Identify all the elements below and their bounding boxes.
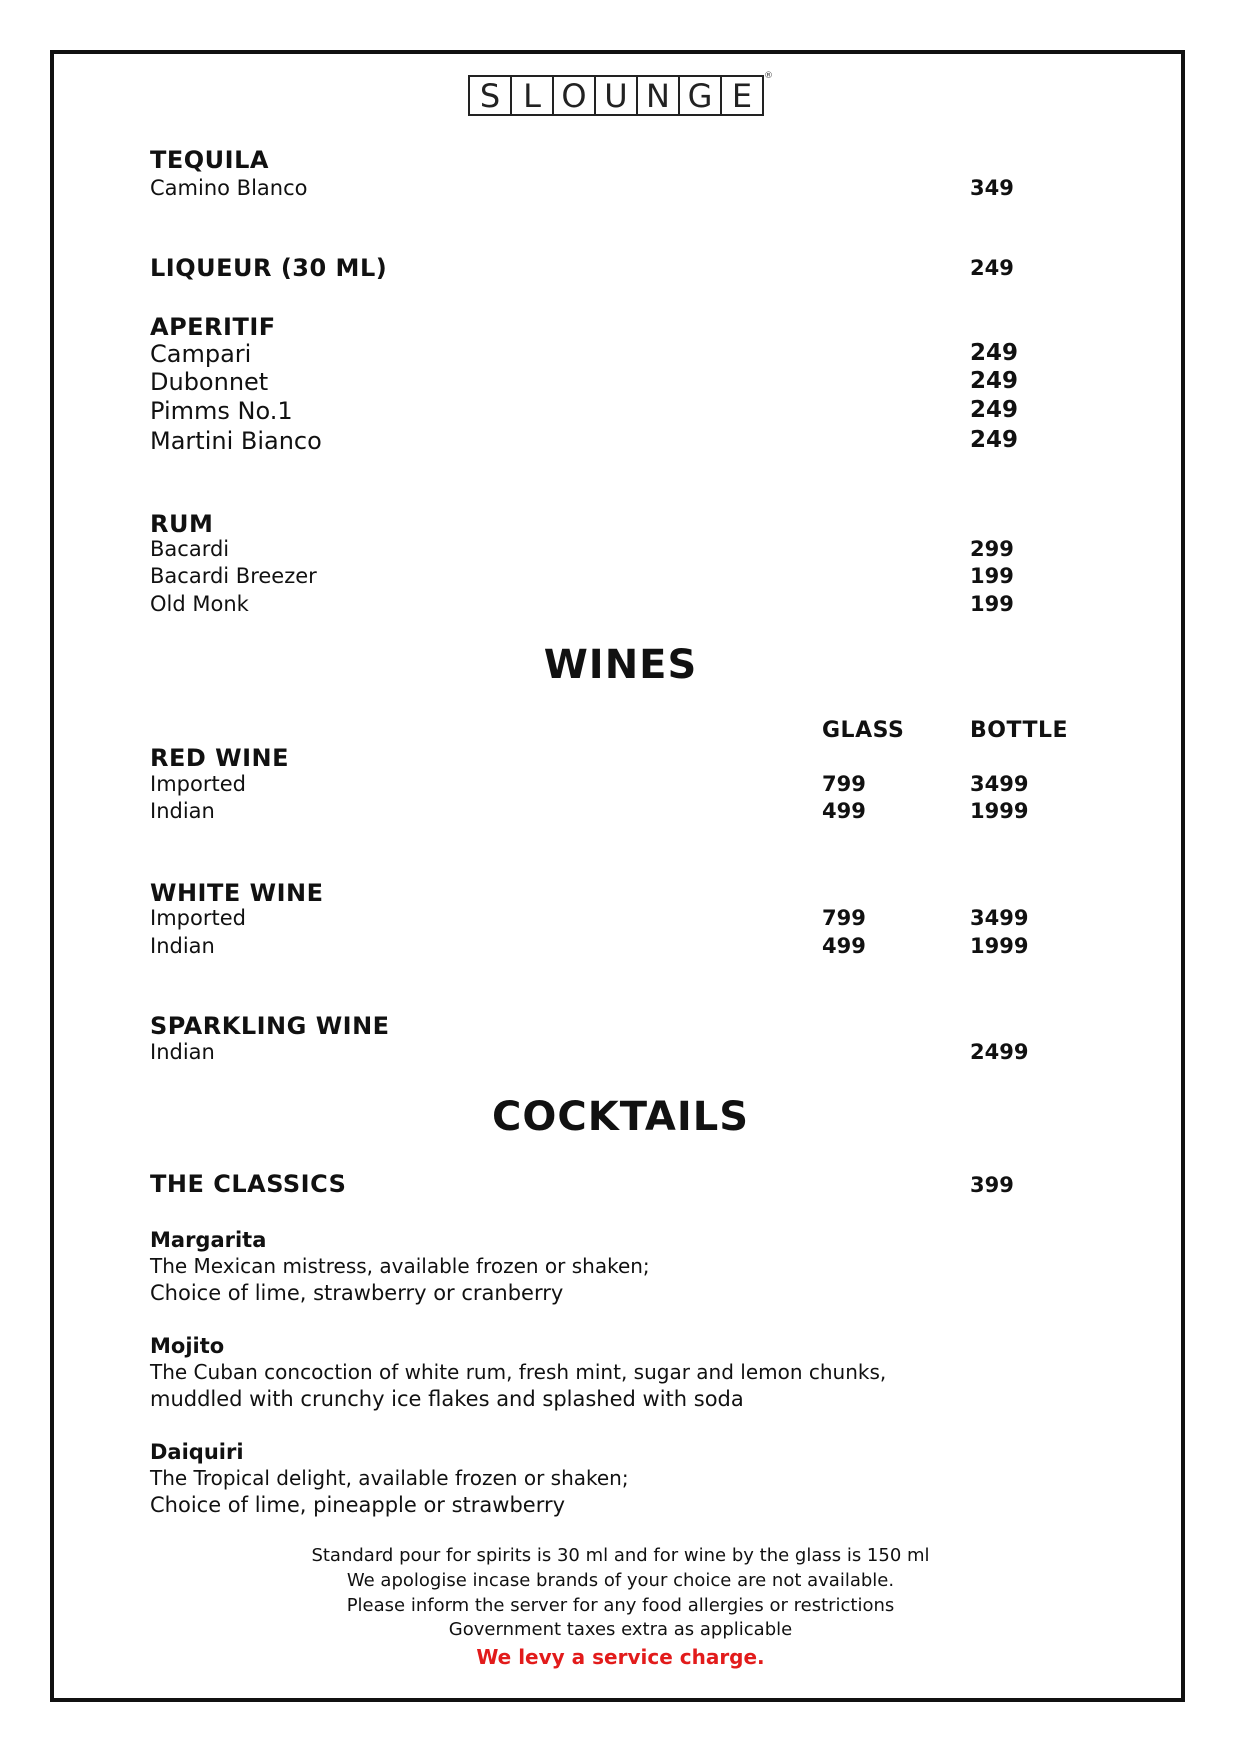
item-price: 199 xyxy=(970,592,1014,616)
item-name: Bacardi xyxy=(150,537,230,561)
section-heading-aperitif: APERITIF xyxy=(150,313,276,341)
service-charge-note: We levy a service charge. xyxy=(476,1645,765,1669)
glass-price: 499 xyxy=(822,799,866,823)
glass-price: 499 xyxy=(822,934,866,958)
cocktail-name: Mojito xyxy=(150,1334,225,1358)
section-heading-sparkling-wine: SPARKLING WINE xyxy=(150,1012,390,1040)
cocktail-name: Daiquiri xyxy=(150,1440,244,1464)
cocktail-description: The Cuban concoction of white rum, fresh mint, sugar and lemon chunks, xyxy=(150,1360,887,1384)
item-name: Camino Blanco xyxy=(150,176,308,200)
item-price: 349 xyxy=(970,176,1014,200)
section-heading-classics: THE CLASSICS xyxy=(150,1170,347,1198)
logo-letter: S xyxy=(468,75,512,116)
item-price: 249 xyxy=(970,397,1019,423)
logo-letter: L xyxy=(510,75,554,116)
item-price: 249 xyxy=(970,368,1019,394)
item-name: Indian xyxy=(150,1040,215,1064)
item-name: Old Monk xyxy=(150,592,249,616)
section-heading-liqueur: LIQUEUR (30 ML) xyxy=(150,254,388,282)
item-price: 199 xyxy=(970,564,1014,588)
item-price: 249 xyxy=(970,427,1019,453)
cocktail-description: muddled with crunchy ice flakes and splashed with soda xyxy=(150,1387,744,1411)
item-name: Imported xyxy=(150,772,246,796)
cocktail-description: The Tropical delight, available frozen or shaken; xyxy=(150,1466,629,1490)
section-heading-red-wine: RED WINE xyxy=(150,744,290,772)
footer-note: Standard pour for spirits is 30 ml and for wine by the glass is 150 ml xyxy=(311,1545,930,1566)
item-name: Bacardi Breezer xyxy=(150,564,317,588)
item-name: Indian xyxy=(150,934,215,958)
item-name: Indian xyxy=(150,799,215,823)
item-name: Campari xyxy=(150,340,252,368)
footer-note: We apologise incase brands of your choice are not available. xyxy=(346,1570,895,1591)
bottle-price: 1999 xyxy=(970,934,1029,958)
wines-title: WINES xyxy=(543,642,698,688)
bottle-column-header: BOTTLE xyxy=(970,718,1069,743)
logo-letter: O xyxy=(552,75,596,116)
item-price: 2499 xyxy=(970,1040,1029,1064)
item-name: Dubonnet xyxy=(150,368,269,396)
cocktails-title: COCKTAILS xyxy=(491,1094,750,1140)
glass-column-header: GLASS xyxy=(822,718,905,743)
item-price: 249 xyxy=(970,256,1014,280)
cocktail-description: Choice of lime, strawberry or cranberry xyxy=(150,1281,564,1305)
item-name: Imported xyxy=(150,906,246,930)
glass-price: 799 xyxy=(822,772,866,796)
footer-note: Please inform the server for any food allergies or restrictions xyxy=(346,1595,895,1616)
cocktail-description: Choice of lime, pineapple or strawberry xyxy=(150,1493,566,1517)
logo-letter: N xyxy=(636,75,680,116)
section-heading-white-wine: WHITE WINE xyxy=(150,879,324,907)
item-price: 249 xyxy=(970,340,1019,366)
section-heading-tequila: TEQUILA xyxy=(150,146,269,174)
slounge-logo xyxy=(470,75,764,116)
bottle-price: 3499 xyxy=(970,906,1029,930)
item-price: 299 xyxy=(970,537,1014,561)
cocktail-name: Margarita xyxy=(150,1228,267,1252)
bottle-price: 3499 xyxy=(970,772,1029,796)
glass-price: 799 xyxy=(822,906,866,930)
registered-mark: ® xyxy=(764,71,773,81)
section-heading-rum: RUM xyxy=(150,510,214,538)
item-name: Pimms No.1 xyxy=(150,397,293,425)
logo-letter: U xyxy=(594,75,638,116)
footer-note: Government taxes extra as applicable xyxy=(448,1619,793,1640)
logo-letter: E xyxy=(720,75,764,116)
item-price: 399 xyxy=(970,1173,1014,1197)
bottle-price: 1999 xyxy=(970,799,1029,823)
item-name: Martini Bianco xyxy=(150,427,322,455)
logo-letter: G xyxy=(678,75,722,116)
cocktail-description: The Mexican mistress, available frozen or shaken; xyxy=(150,1254,650,1278)
